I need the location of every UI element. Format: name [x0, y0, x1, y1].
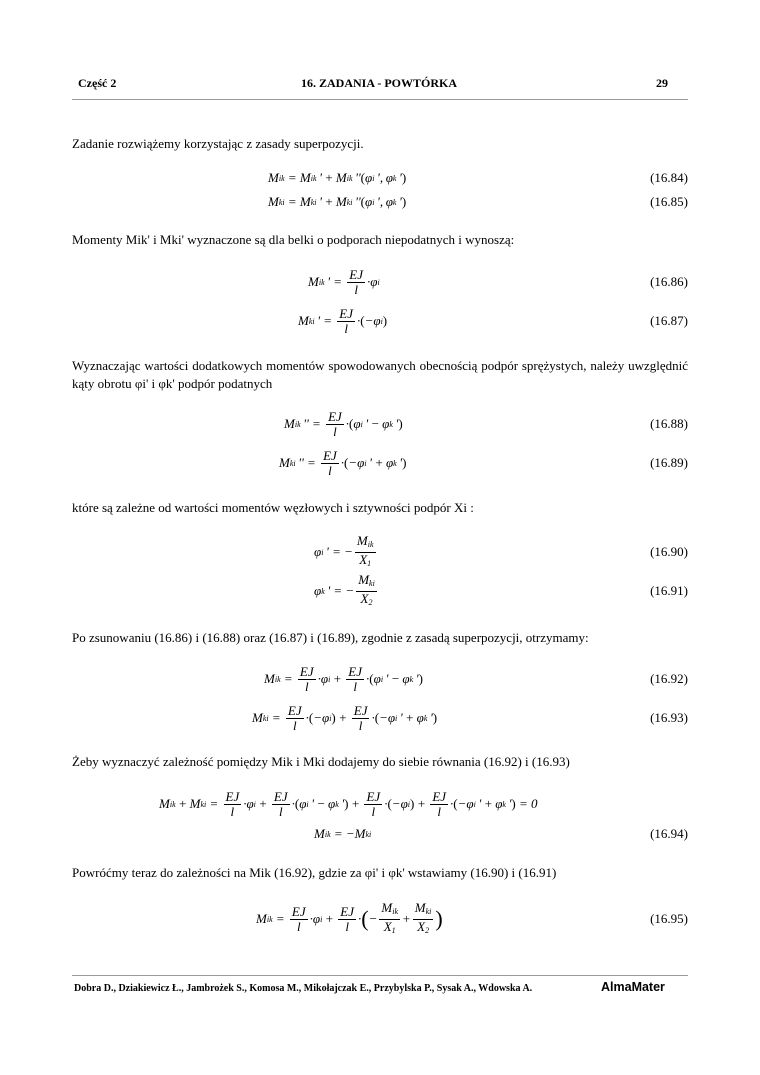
paragraph-superposition: Po zsunowaniu (16.86) i (16.88) oraz (16.87) i (16.89), zgodnie z zasadą superpozycji, otrzymamy: — [72, 630, 589, 645]
equation-formula: M ki '' = $\frac{EJ}{l}$ · ( −φ i ' + φ k ' ) — [279, 447, 407, 478]
equation-16-90 — [72, 534, 688, 570]
paragraph-intro: Zadanie rozwiążemy korzystając z zasady superpozycji. — [72, 136, 364, 151]
equation-formula: M ik = −M ki — [314, 826, 372, 841]
footer-authors: Dobra D., Dziakiewicz Ł., Jambrożek S., Komosa M., Mikołajczak E., Przybylska P., Sysak A., Wdowska A. — [74, 983, 533, 994]
paragraph-elastic-supports: Wyznaczając wartości dodatkowych momentów spowodowanych obecnością podpór sprężystych, należy uwzględnić kąty obrotu φi' i φk' podpór podatnych — [72, 358, 688, 391]
equation-formula: M ik = $\frac{EJ}{l}$ ·φ i + $\frac{EJ}{l}$ · ( φ i ' − φ k ' ) — [264, 663, 423, 694]
equation-number: (16.86) — [650, 274, 688, 289]
equation-16-85 — [72, 184, 688, 220]
header-divider — [72, 99, 688, 100]
footer-brand-logo: AlmaMater — [601, 980, 665, 994]
header-page-number: 29 — [656, 76, 668, 90]
equation-formula: φ i ' = − $\frac{M_{ik}}{X_1}$ — [314, 532, 374, 568]
equation-formula: M ik + M ki = $\frac{EJ}{l}$ ·φ i + $\frac{EJ}{l}$ · ( φ i ' − φ k ' ) + $\frac{EJ}{l}$ · ( −φ i ) + $\frac{EJ}{l}$ · ( −φ i ' + φ k ' ) = 0 — [159, 788, 538, 819]
equation-formula: M ki = M ki ' + M ki '' ( φ i ', φ k ' ) — [268, 194, 407, 209]
equation-formula: M ki ' = $\frac{EJ}{l}$ · ( −φ i ) — [298, 305, 388, 336]
equation-number: (16.89) — [650, 455, 688, 470]
header-chapter-title: 16. ZADANIA - POWTÓRKA — [301, 76, 458, 90]
equation-formula: M ik ' = $\frac{EJ}{l}$ ·φ i — [308, 266, 380, 297]
equation-16-88 — [72, 406, 688, 442]
equation-formula: M ik '' = $\frac{EJ}{l}$ · ( φ i ' − φ k ' ) — [284, 408, 403, 439]
paragraph-moments: Momenty Mik' i Mki' wyznaczone są dla belki o podporach niepodatnych i wynoszą: — [72, 232, 515, 247]
equation-16-87 — [72, 303, 688, 339]
equation-formula: M ki = $\frac{EJ}{l}$ · ( −φ i ) + $\frac{EJ}{l}$ · ( −φ i ' + φ k ' ) — [252, 702, 438, 733]
footer-divider — [72, 975, 688, 976]
paragraph-dependence: które są zależne od wartości momentów węzłowych i sztywności podpór Xi : — [72, 500, 474, 515]
equation-number: (16.84) — [650, 170, 688, 185]
equation-16-86 — [72, 264, 688, 300]
equation-16-92 — [72, 661, 688, 697]
equation-16-95 — [72, 901, 688, 937]
equation-16-94 — [72, 816, 688, 852]
paragraph-summing: Żeby wyznaczyć zależność pomiędzy Mik i Mki dodajemy do siebie równania (16.92) i (16.93) — [72, 754, 570, 769]
equation-number: (16.93) — [650, 710, 688, 725]
paragraph-substitution: Powróćmy teraz do zależności na Mik (16.92), gdzie za φi' i φk' wstawiamy (16.90) i (16.91) — [72, 865, 557, 880]
equation-formula: φ k ' = − $\frac{M_{ki}}{X_2}$ — [314, 571, 375, 607]
equation-16-91 — [72, 573, 688, 609]
equation-number: (16.92) — [650, 671, 688, 686]
equation-formula: M ik = M ik ' + M ik '' ( φ i ', φ k ' ) — [268, 170, 407, 185]
equation-number: (16.85) — [650, 194, 688, 209]
equation-16-89 — [72, 445, 688, 481]
equation-formula: M ik = $\frac{EJ}{l}$ ·φ i + $\frac{EJ}{l}$ · ( − $\frac{M_{ik}}{X_1}$ + $\frac{M_{ki}}{X_2}$ ) — [256, 899, 443, 935]
equation-number: (16.88) — [650, 416, 688, 431]
equation-number: (16.87) — [650, 313, 688, 328]
equation-number: (16.95) — [650, 911, 688, 926]
equation-number: (16.90) — [650, 544, 688, 559]
header-section-label: Część 2 — [78, 76, 117, 90]
equation-number: (16.94) — [650, 826, 688, 841]
equation-16-93 — [72, 700, 688, 736]
equation-number: (16.91) — [650, 583, 688, 598]
